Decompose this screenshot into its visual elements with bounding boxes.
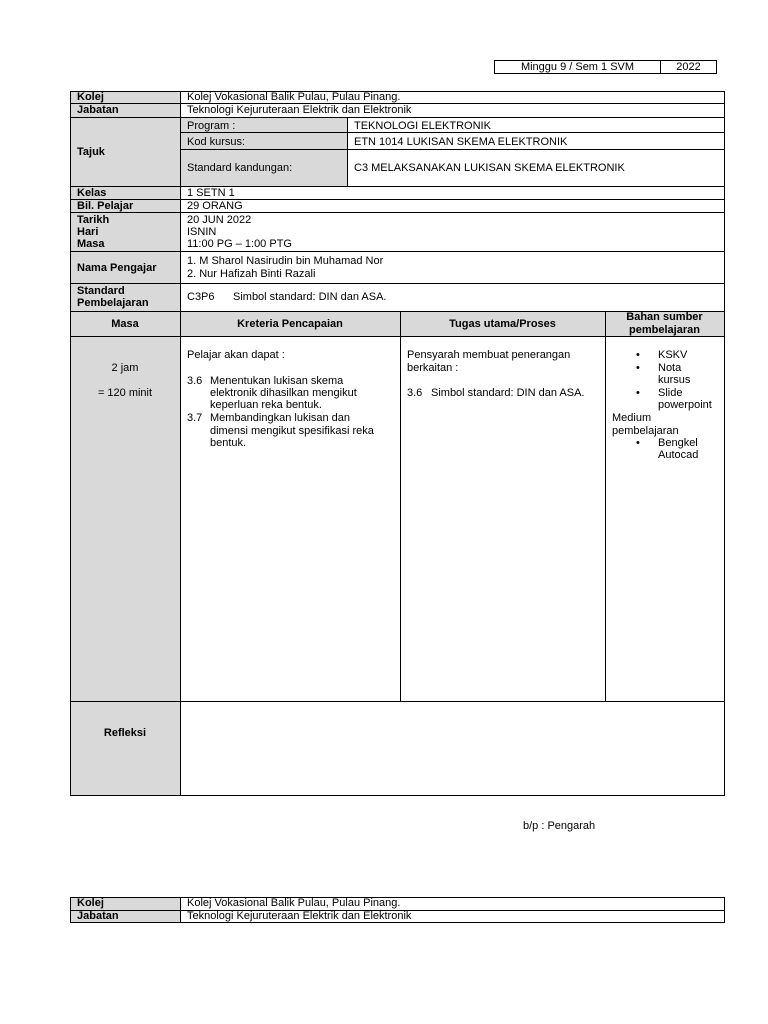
standard-pembelajaran-label-1: Standard <box>77 285 125 297</box>
year-label: 2022 <box>676 61 701 73</box>
kod-label: Kod kursus: <box>187 136 246 148</box>
week-label: Minggu 9 / Sem 1 SVM <box>520 61 635 73</box>
tarikh-value: 20 JUN 2022 <box>187 214 252 226</box>
bahan-item-slide-2: powerpoint <box>658 399 712 411</box>
kolej-value: Kolej Vokasional Balik Pulau, Pulau Pinang. <box>187 91 401 103</box>
hari-value: ISNIN <box>187 226 217 238</box>
masa-duration: 2 jam <box>111 362 139 374</box>
bahan-item-bengkel-2: Autocad <box>658 449 699 461</box>
standard-kandungan-value: C3 MELAKSANAKAN LUKISAN SKEMA ELEKTRONIK <box>354 162 625 174</box>
kriteria-2-line-3: bentuk. <box>210 437 247 449</box>
tugas-item: Simbol standard: DIN dan ASA. <box>431 387 585 399</box>
kriteria-intro: Pelajar akan dapat : <box>187 349 285 361</box>
bahan-item-slide: • Slide <box>658 387 682 399</box>
col-bahan-header-1: Bahan sumber <box>626 311 703 323</box>
jabatan-value-2: Teknologi Kejuruteraan Elektrik dan Elektronik <box>187 910 412 922</box>
bahan-item-nota: • Nota <box>658 362 681 374</box>
kolej-value-2: Kolej Vokasional Balik Pulau, Pulau Pinang. <box>187 897 401 909</box>
col-masa-header: Masa <box>111 318 139 330</box>
kriteria-1-line-3: keperluan reka bentuk. <box>210 399 322 411</box>
refleksi-label: Refleksi <box>103 727 147 739</box>
col-tugas-header: Tugas utama/Proses <box>449 318 556 330</box>
pengajar-2: 2. Nur Hafizah Binti Razali <box>187 268 316 280</box>
standard-pembelajaran-code: C3P6 <box>187 291 215 303</box>
kelas-value: 1 SETN 1 <box>187 187 235 199</box>
masa-value: 11:00 PG – 1:00 PTG <box>187 238 292 250</box>
tajuk-label: Tajuk <box>77 146 105 158</box>
medium-label-1: Medium <box>612 412 652 424</box>
bil-pelajar-value: 29 ORANG <box>187 200 243 212</box>
tugas-item-num: 3.6 <box>407 387 423 399</box>
standard-pembelajaran-label-2: Pembelajaran <box>77 297 149 309</box>
kelas-label: Kelas <box>77 187 107 199</box>
jabatan-value: Teknologi Kejuruteraan Elektrik dan Elektronik <box>187 104 412 116</box>
kriteria-2-line-1: Membandingkan lukisan dan <box>210 412 351 424</box>
program-label: Program : <box>187 120 236 132</box>
tarikh-label: Tarikh <box>77 214 110 226</box>
nama-pengajar-label: Nama Pengajar <box>77 262 157 274</box>
standard-kandungan-label: Standard kandungan: <box>187 162 293 174</box>
col-kriteria-header: Kreteria Pencapaian <box>237 318 343 330</box>
kod-value: ETN 1014 LUKISAN SKEMA ELEKTRONIK <box>354 136 568 148</box>
kriteria-2-num: 3.7 <box>187 412 203 424</box>
program-value: TEKNOLOGI ELEKTRONIK <box>354 120 491 132</box>
hari-label: Hari <box>77 226 99 238</box>
masa-minutes: = 120 minit <box>97 387 153 399</box>
bahan-item-bengkel: • Bengkel <box>658 437 698 449</box>
masa-label: Masa <box>77 238 105 250</box>
pengajar-1: 1. M Sharol Nasirudin bin Muhamad Nor <box>187 255 384 267</box>
standard-pembelajaran-value: Simbol standard: DIN dan ASA. <box>233 291 387 303</box>
bp-pengarah: b/p : Pengarah <box>523 820 596 832</box>
kolej-label-2: Kolej <box>77 897 104 909</box>
jabatan-label-2: Jabatan <box>77 910 119 922</box>
bahan-item-kskv: • KSKV <box>658 349 687 361</box>
jabatan-label: Jabatan <box>77 104 119 116</box>
kriteria-1-line-2: elektronik dihasilkan mengikut <box>210 387 357 399</box>
kriteria-2-line-2: dimensi mengikut spesifikasi reka <box>210 425 374 437</box>
kolej-label: Kolej <box>77 91 104 103</box>
kriteria-1-num: 3.6 <box>187 375 203 387</box>
kriteria-1-line-1: Menentukan lukisan skema <box>210 375 344 387</box>
bil-pelajar-label: Bil. Pelajar <box>77 200 134 212</box>
col-bahan-header-2: pembelajaran <box>629 324 700 336</box>
bahan-item-nota-2: kursus <box>658 374 691 386</box>
tugas-line-2: berkaitan : <box>407 362 459 374</box>
tugas-line-1: Pensyarah membuat penerangan <box>407 349 571 361</box>
medium-label-2: pembelajaran <box>612 425 679 437</box>
